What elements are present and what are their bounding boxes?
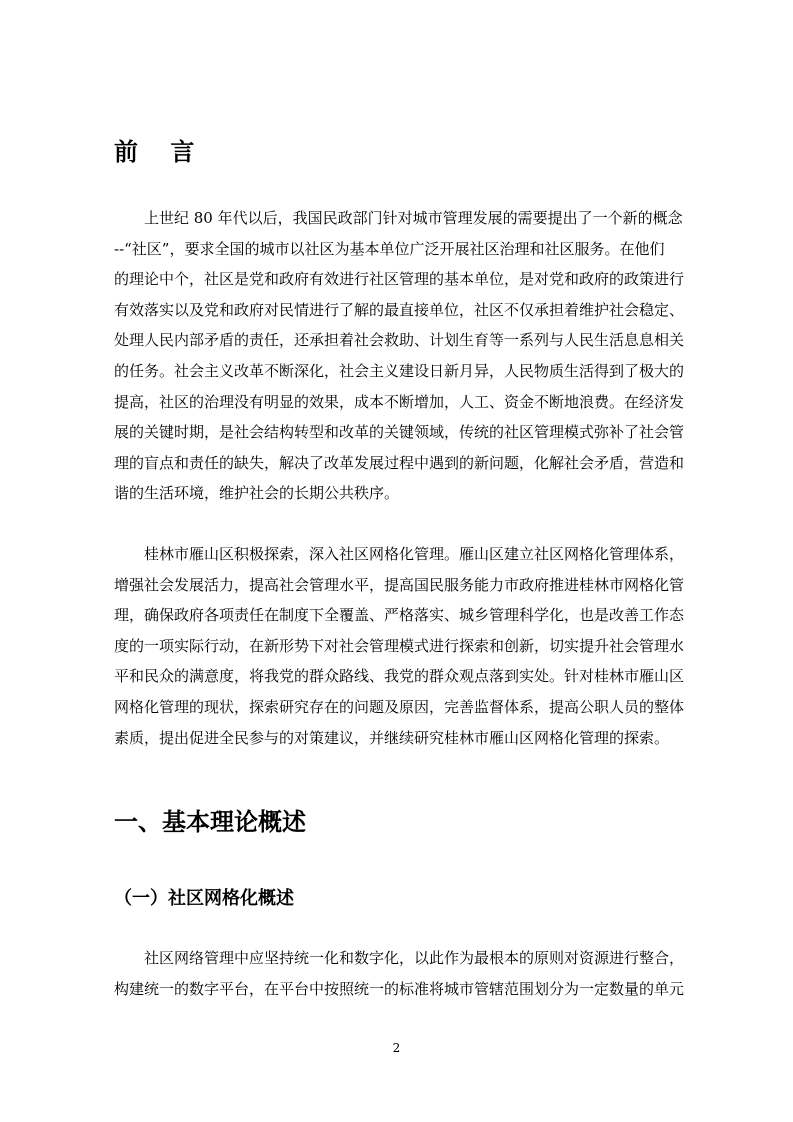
text-line: 网格化管理的现状，探索研究存在的问题及原因，完善监督体系，提高公职人员的整体 [114, 697, 685, 716]
text-line: 的任务。社会主义改革不断深化，社会主义建设日新月异，人民物质生活得到了极大的 [114, 361, 685, 380]
chapter-1-heading: 一、基本理论概述 [114, 808, 306, 836]
page-number: 2 [392, 1041, 401, 1055]
text-line: 增强社会发展活力，提高社会管理水平，提高国民服务能力市政府推进桂林市网格化管 [114, 575, 685, 594]
text-line: 理的盲点和责任的缺失，解决了改革发展过程中遇到的新问题，化解社会矛盾，营造和 [114, 453, 685, 472]
text-line: --“社区”，要求全国的城市以社区为基本单位广泛开展社区治理和社区服务。在他们 [114, 239, 665, 258]
text-line: 构建统一的数字平台，在平台中按照统一的标准将城市管辖范围划分为一定数量的单元 [114, 979, 685, 998]
text-line: 平和民众的满意度，将我党的群众路线、我党的群众观点落到实处。针对桂林市雁山区 [114, 667, 685, 686]
preface-heading: 前 言 [114, 138, 207, 166]
text-line: 素质，提出促进全民参与的对策建议，并继续研究桂林市雁山区网格化管理的探索。 [114, 728, 670, 747]
text-line: 上世纪 80 年代以后，我国民政部门针对城市管理发展的需要提出了一个新的概念 [144, 209, 683, 227]
text-line: 展的关键时期，是社会结构转型和改革的关键领域，传统的社区管理模式弥补了社会管 [114, 423, 685, 442]
text-line: 桂林市雁山区积极探索，深入社区网格化管理。雁山区建立社区网格化管理体系， [144, 545, 685, 563]
section-1-paragraph [114, 943, 714, 1004]
text-line: 度的一项实际行动，在新形势下对社会管理模式进行探索和创新，切实提升社会管理水 [114, 636, 685, 655]
section-1-heading: （一）社区网格化概述 [114, 888, 294, 909]
text-line: 处理人民内部矛盾的责任，还承担着社会救助、计划生育等一系列与人民生活息息相关 [114, 331, 685, 350]
text-line: 社区网络管理中应坚持统一化和数字化，以此作为最根本的原则对资源进行整合， [144, 949, 685, 967]
text-line: 理，确保政府各项责任在制度下全覆盖、严格落实、城乡管理科学化，也是改善工作态 [114, 606, 685, 625]
preface-paragraph-2 [114, 539, 714, 753]
preface-paragraph-1 [114, 203, 714, 509]
text-line: 的理论中个，社区是党和政府有效进行社区管理的基本单位，是对党和政府的政策进行 [114, 270, 685, 289]
text-line: 有效落实以及党和政府对民情进行了解的最直接单位，社区不仅承担着维护社会稳定、 [114, 300, 685, 319]
text-line: 提高，社区的治理没有明显的效果，成本不断增加，人工、资金不断地浪费。在经济发 [114, 392, 685, 411]
text-line: 谐的生活环境，维护社会的长期公共秩序。 [114, 484, 400, 503]
